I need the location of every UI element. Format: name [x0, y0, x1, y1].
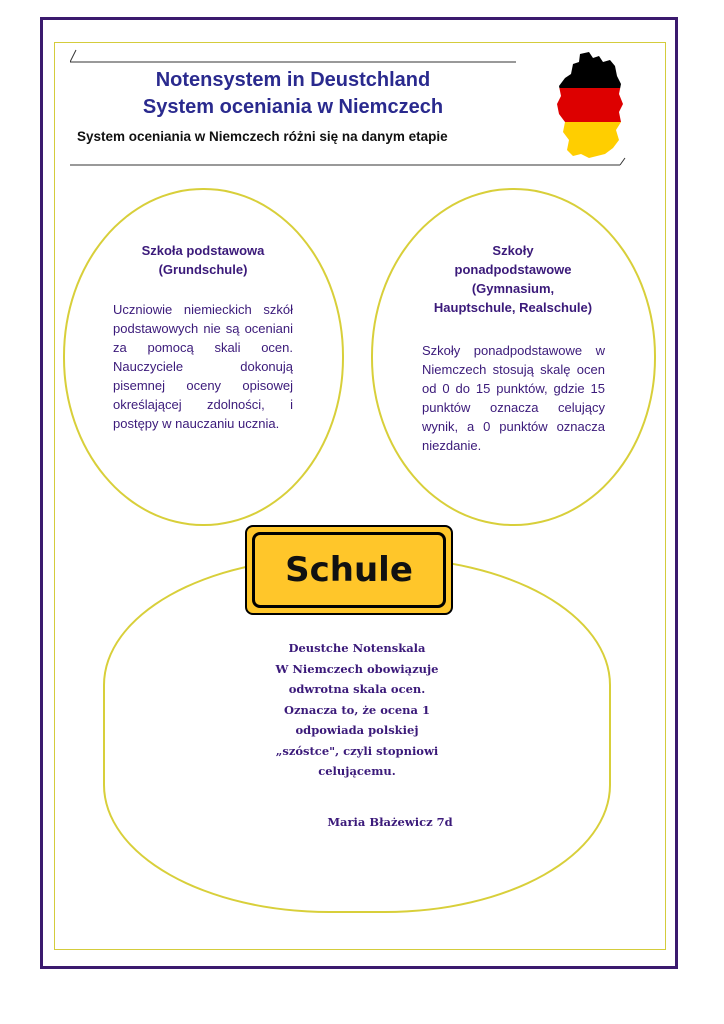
page-title-polish: System oceniania w Niemczech [142, 96, 444, 118]
header-bottom-rule [70, 156, 626, 170]
primary-school-heading-line: Szkoła podstawowa [141, 243, 265, 258]
header-top-rule [70, 48, 520, 68]
author-name: Maria Błażewicz 7d [327, 815, 453, 829]
grading-scale-line: Deustche Notenskala [288, 641, 426, 655]
grading-scale-line: Oznacza to, że ocena 1 [284, 702, 430, 717]
secondary-school-heading-line: Szkoły [492, 243, 534, 258]
primary-school-text: Uczniowie niemieckich szkół podstawowych nie są oceniani za pomocą skali ocen. Nauczyciele dokonują pisemnej oceny opisowej określającej zdolności, i postępy w nauczaniu ucznia. [113, 302, 293, 431]
grading-scale-line: „szóstce", czyli stopniowi [275, 743, 439, 758]
secondary-school-heading-line: ponadpodstawowe [454, 262, 572, 277]
page-title-german: Notensystem in Deustchland [155, 69, 431, 91]
schule-sign [245, 525, 453, 615]
grading-scale-line: odwrotna skala ocen. [288, 682, 426, 696]
schule-sign-label: Schule [252, 532, 446, 608]
page-subtitle: System oceniania w Niemczech różni się na danym etapie [77, 129, 448, 144]
grading-scale-text [238, 638, 476, 782]
grading-scale-line: celującemu. [318, 764, 396, 778]
grading-scale-line: odpowiada polskiej [295, 723, 419, 737]
primary-school-heading-line: (Grundschule) [158, 262, 248, 277]
grading-scale-line: W Niemczech obowiązuje [275, 661, 439, 676]
secondary-school-heading [420, 241, 606, 317]
germany-flag-map-icon [553, 50, 627, 160]
primary-school-heading [110, 241, 296, 279]
secondary-school-heading-line: Hauptschule, Realschule) [433, 300, 593, 315]
secondary-school-heading-line: (Gymnasium, [471, 281, 555, 296]
secondary-school-text: Szkoły ponadpodstawowe w Niemczech stosują skalę ocen od 0 do 15 punktów, gdzie 15 punktów oznacza celujący wynik, a 0 punktów oznacza niezdanie. [422, 343, 605, 453]
